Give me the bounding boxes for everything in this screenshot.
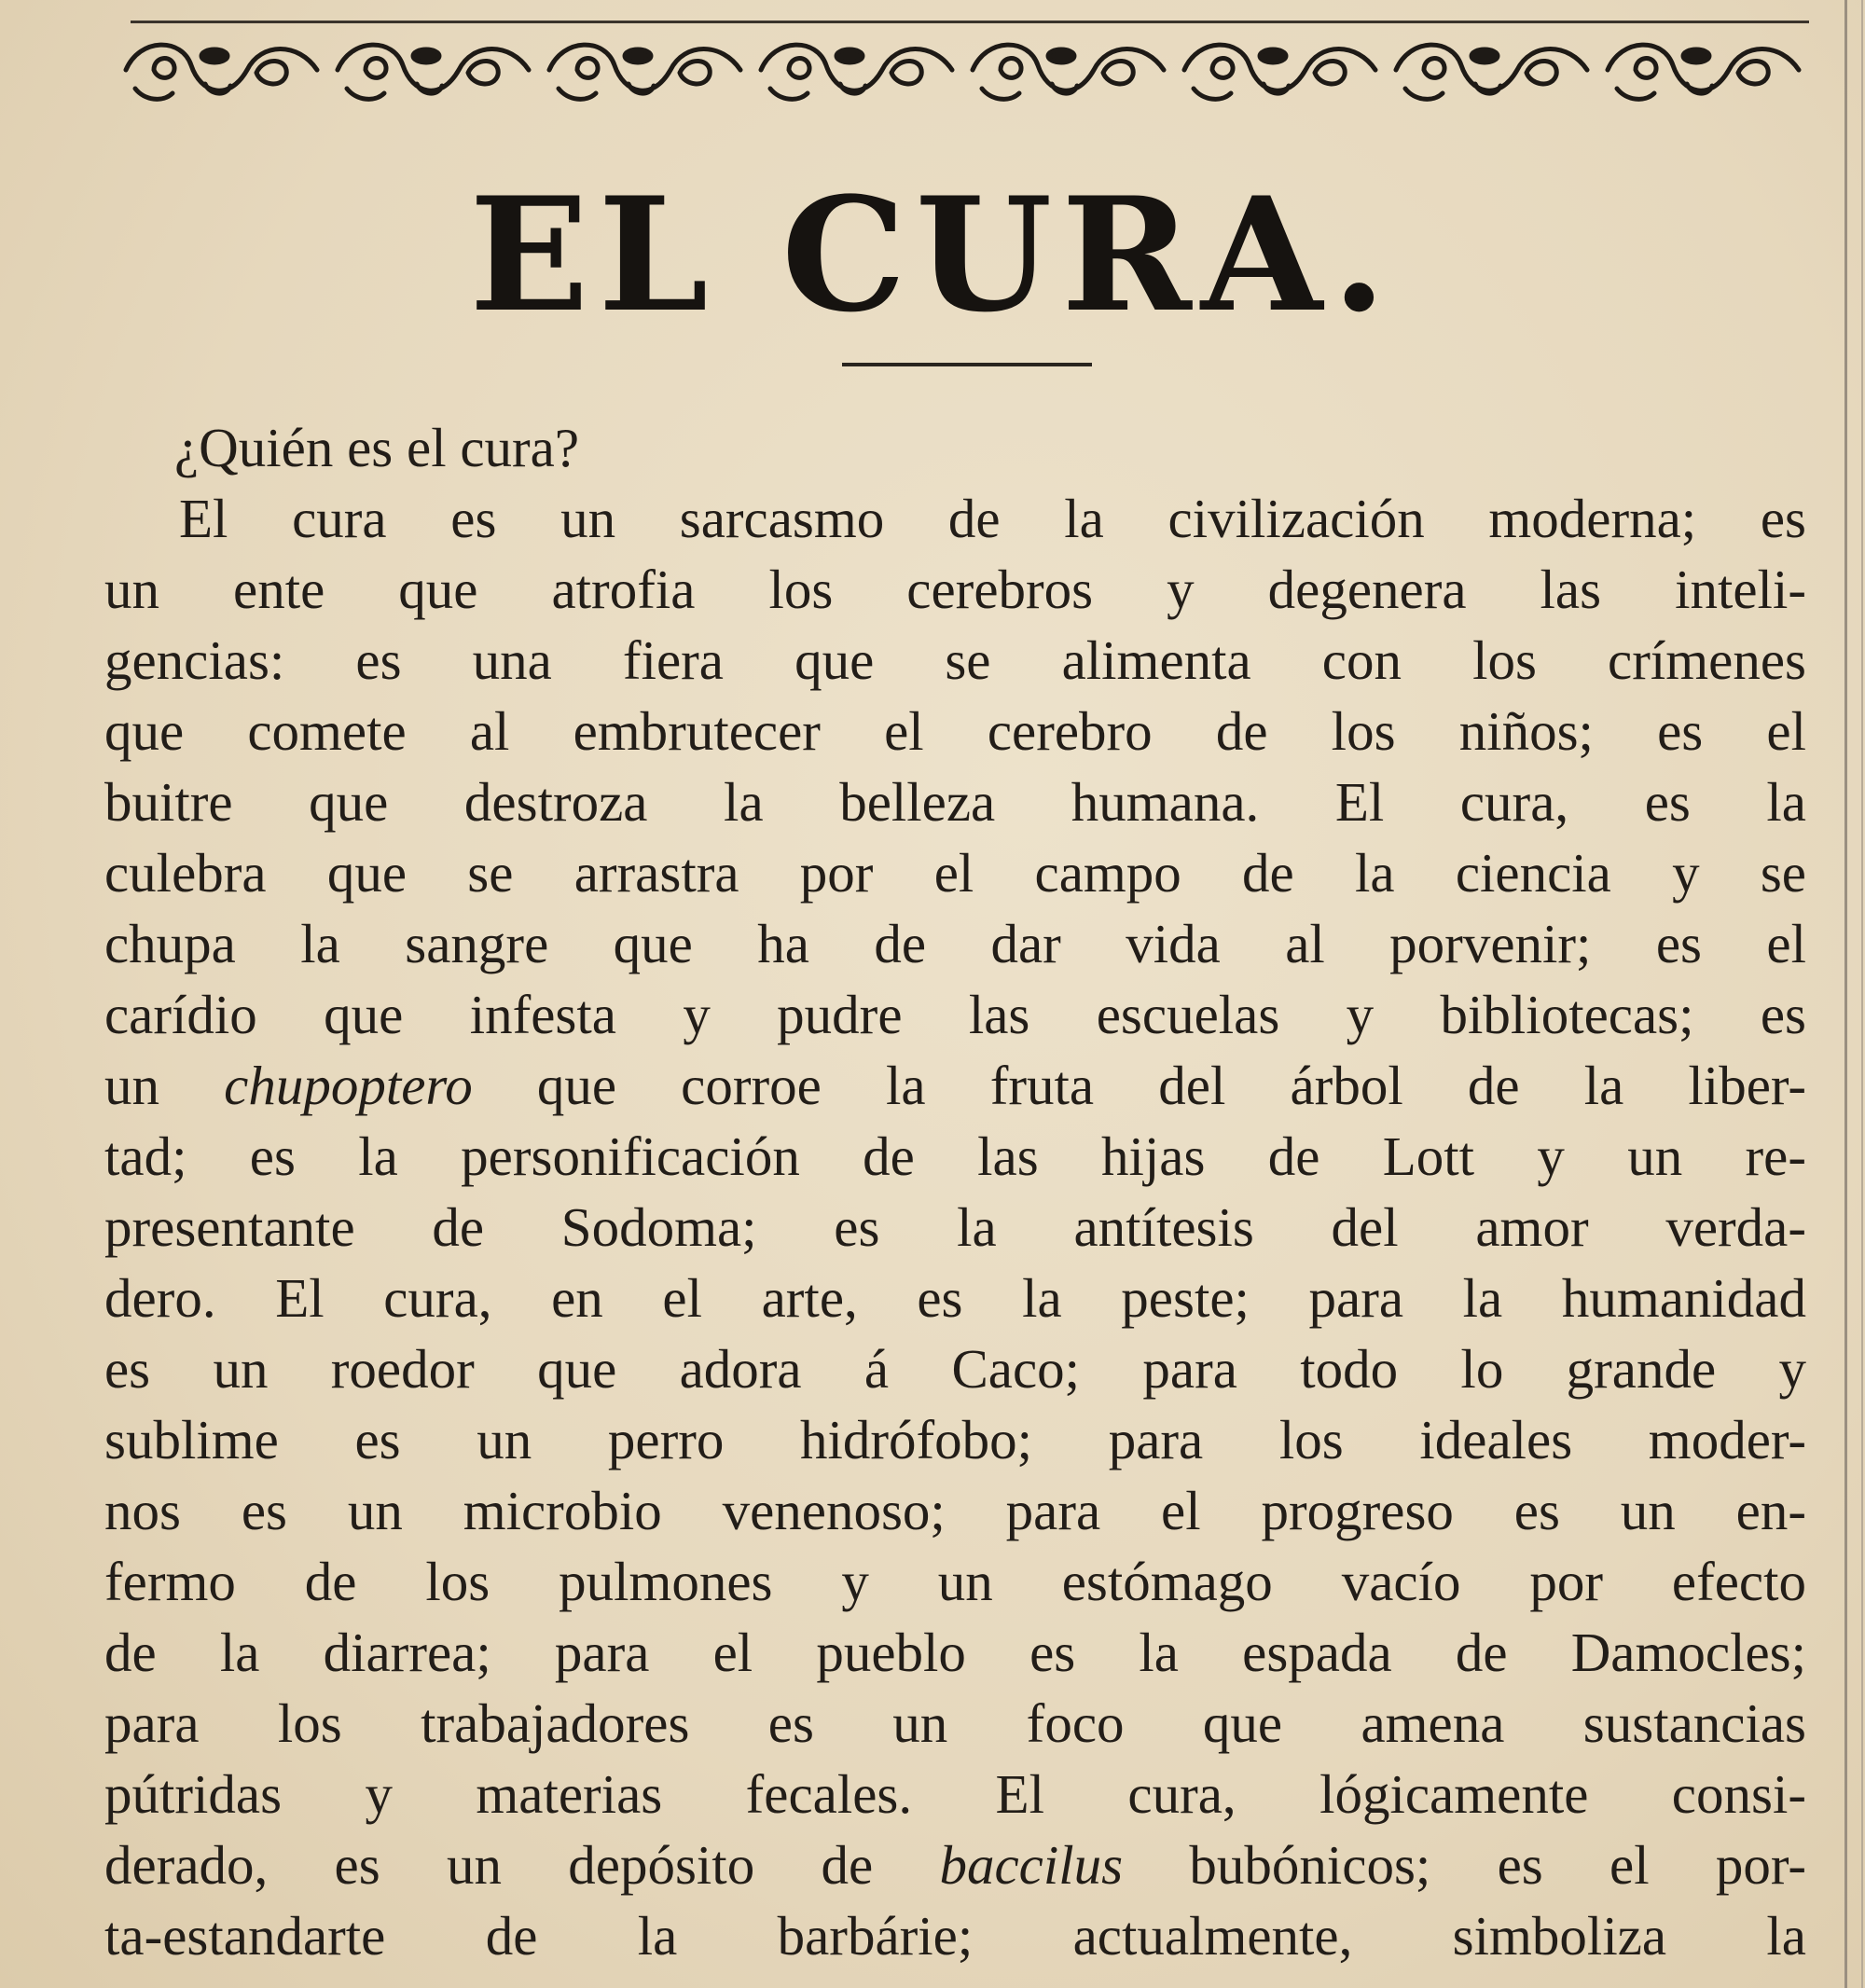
vine-leaf: [1260, 49, 1286, 62]
vine-border-ornament-icon: [117, 28, 1814, 112]
article-line: chupa la sangre que ha de dar vida al porvenir; es el: [104, 913, 1806, 974]
title-divider: [842, 363, 1092, 366]
vine-leaf: [1683, 49, 1709, 62]
vine-leaf: [201, 49, 228, 62]
article-line: es un roedor que adora á Caco; para todo lo grande y: [104, 1338, 1806, 1400]
article-line: carídio que infesta y pudre las escuelas y bibliotecas; es: [104, 984, 1806, 1045]
article-line: que comete al embrutecer el cerebro de los niños; es el: [104, 700, 1806, 762]
article-title: EL CURA.: [469, 162, 1396, 347]
top-rule: [131, 21, 1809, 23]
vine-leaf: [1048, 49, 1074, 62]
article-line: presentante de Sodoma; es la antítesis del amor verda-: [104, 1196, 1806, 1258]
vine-leaf: [413, 49, 439, 62]
article-line: pútridas y materias fecales. El cura, lógicamente consi-: [104, 1763, 1806, 1825]
article-line: El cura es un sarcasmo de la civilización moderna; es: [179, 488, 1806, 549]
article-line: un ente que atrofia los cerebros y degenera las inteli-: [104, 559, 1806, 620]
article-line: ¿Quién es el cura?: [174, 417, 580, 478]
article-line: sublime es un perro hidrófobo; para los ideales moder-: [104, 1409, 1806, 1470]
article-line: fermo de los pulmones y un estómago vacío por efecto: [104, 1551, 1806, 1612]
article-line: un chupoptero que corroe la fruta del árbol de la liber-: [104, 1055, 1807, 1116]
article-line: para los trabajadores es un foco que amena sustancias: [104, 1692, 1806, 1754]
article-line: dero. El cura, en el arte, es la peste; para la humanidad: [104, 1267, 1806, 1329]
article-line: ta-estandarte de la barbárie; actualmente, simboliza la: [104, 1905, 1806, 1967]
article-line: culebra que se arrastra por el campo de la ciencia y se: [104, 842, 1806, 904]
article-line: derado, es un depósito de baccilus bubónicos; es el por-: [104, 1834, 1806, 1896]
page-edge: [1861, 0, 1863, 1988]
italic-word: chupoptero: [224, 1055, 473, 1116]
article-line: buitre que destroza la belleza humana. El cura, es la: [104, 771, 1806, 833]
italic-word: baccilus: [939, 1834, 1124, 1896]
column-rule: [1844, 0, 1847, 1988]
vine-leaf: [1471, 49, 1498, 62]
article-line: de la diarrea; para el pueblo es la espada de Damocles;: [104, 1622, 1806, 1683]
vine-leaf: [836, 49, 863, 62]
article-line: tad; es la personificación de las hijas de Lott y un re-: [104, 1125, 1806, 1187]
article-body: [104, 412, 1806, 1971]
article-line: gencias: es una fiera que se alimenta con los crímenes: [104, 629, 1806, 691]
article-line: nos es un microbio venenoso; para el progreso es un en-: [104, 1480, 1806, 1541]
vine-leaf: [625, 49, 651, 62]
